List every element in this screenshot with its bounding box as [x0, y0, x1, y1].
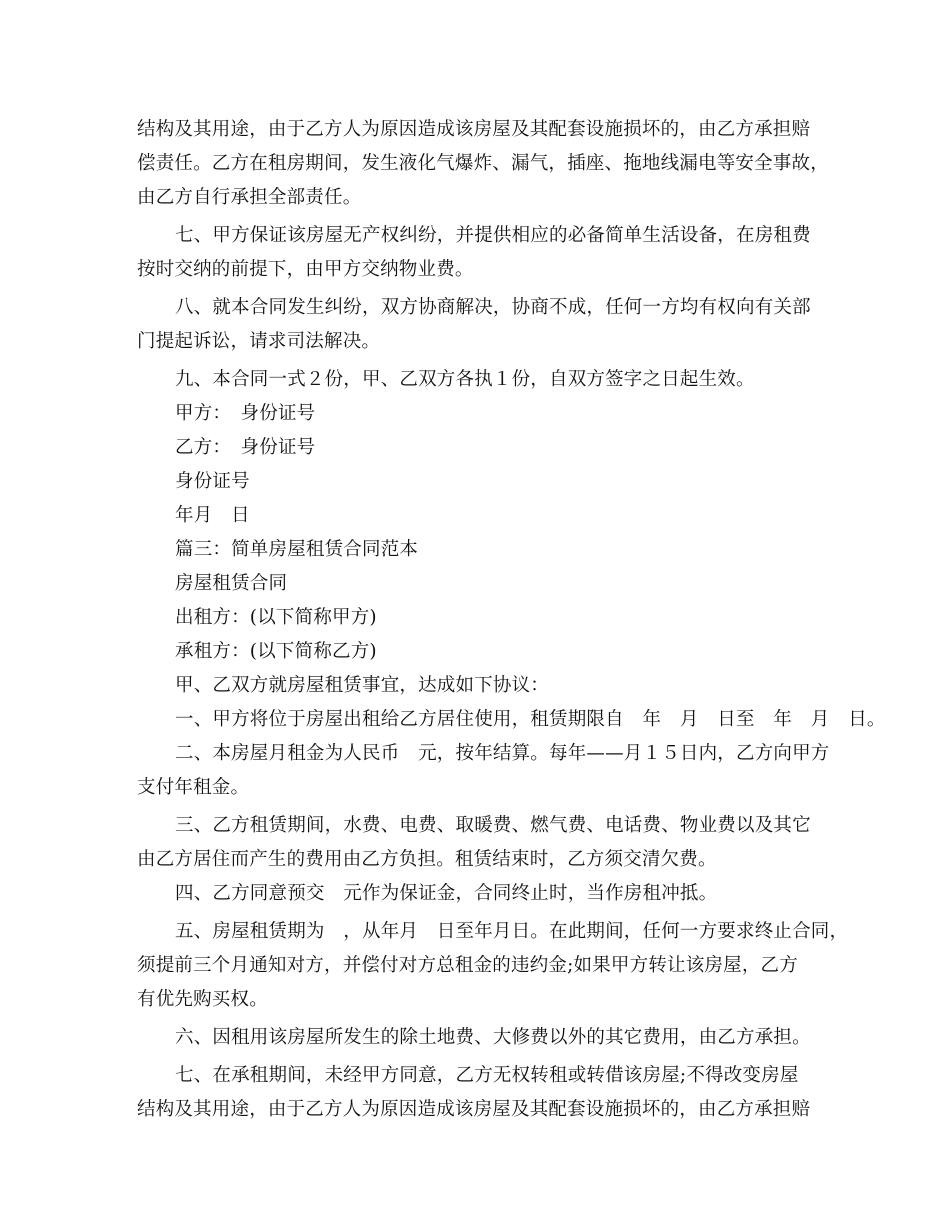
date-line: 年月 日	[175, 505, 250, 526]
section-heading: 篇三：简单房屋租赁合同范本	[175, 539, 419, 560]
body-text-line: 有优先购买权。	[137, 989, 268, 1010]
clause-8-line: 八、就本合同发生纠纷，双方协商解决，协商不成，任何一方均有权向有关部	[175, 297, 811, 318]
id-number-line: 身份证号	[175, 471, 250, 492]
clause-4-line: 四、乙方同意预交 元作为保证金，合同终止时，当作房租冲抵。	[175, 883, 718, 904]
body-text-line: 由乙方自行承担全部责任。	[137, 187, 362, 208]
body-text-line: 支付年租金。	[137, 777, 250, 798]
party-b-signature-line: 乙方： 身份证号	[175, 437, 316, 458]
clause-7-line: 七、甲方保证该房屋无产权纠纷，并提供相应的必备简单生活设备，在房租费	[175, 225, 811, 246]
clause-3-line: 三、乙方租赁期间，水费、电费、取暖费、燃气费、电话费、物业费以及其它	[175, 815, 811, 836]
body-text-line: 结构及其用途，由于乙方人为原因造成该房屋及其配套设施损坏的，由乙方承担赔	[137, 119, 811, 140]
body-text-line: 结构及其用途，由于乙方人为原因造成该房屋及其配套设施损坏的，由乙方承担赔	[137, 1099, 811, 1120]
lessor-line: 出租方：(以下简称甲方)	[175, 607, 377, 628]
lessee-line: 承租方：(以下简称乙方)	[175, 641, 377, 662]
body-text-line: 由乙方居住而产生的费用由乙方负担。租赁结束时，乙方须交清欠费。	[137, 849, 717, 870]
clause-6-line: 六、因租用该房屋所发生的除土地费、大修费以外的其它费用，由乙方承担。	[175, 1027, 811, 1048]
clause-1-line: 一、甲方将位于房屋出租给乙方居住使用，租赁期限自 年 月 日至 年 月 日。	[175, 709, 886, 730]
clause-9-line: 九、本合同一式２份，甲、乙双方各执１份，自双方签字之日起生效。	[175, 369, 755, 390]
clause-5-line: 五、房屋租赁期为 ，从年月 日至年月日。在此期间，任何一方要求终止合同，	[175, 921, 849, 942]
contract-title: 房屋租赁合同	[175, 573, 288, 594]
body-text-line: 须提前三个月通知对方，并偿付对方总租金的违约金;如果甲方转让该房屋，乙方	[137, 955, 798, 976]
body-text-line: 偿责任。乙方在租房期间，发生液化气爆炸、漏气，插座、拖地线漏电等安全事故，	[137, 153, 829, 174]
body-text-line: 门提起诉讼，请求司法解决。	[137, 331, 381, 352]
agreement-intro: 甲、乙双方就房屋租赁事宜，达成如下协议：	[175, 675, 550, 696]
clause-7b-line: 七、在承租期间，未经甲方同意，乙方无权转租或转借该房屋;不得改变房屋	[175, 1065, 799, 1086]
body-text-line: 按时交纳的前提下，由甲方交纳物业费。	[137, 259, 474, 280]
clause-2-line: 二、本房屋月租金为人民币 元，按年结算。每年——月１５日内，乙方向甲方	[175, 743, 830, 764]
party-a-signature-line: 甲方： 身份证号	[175, 403, 316, 424]
